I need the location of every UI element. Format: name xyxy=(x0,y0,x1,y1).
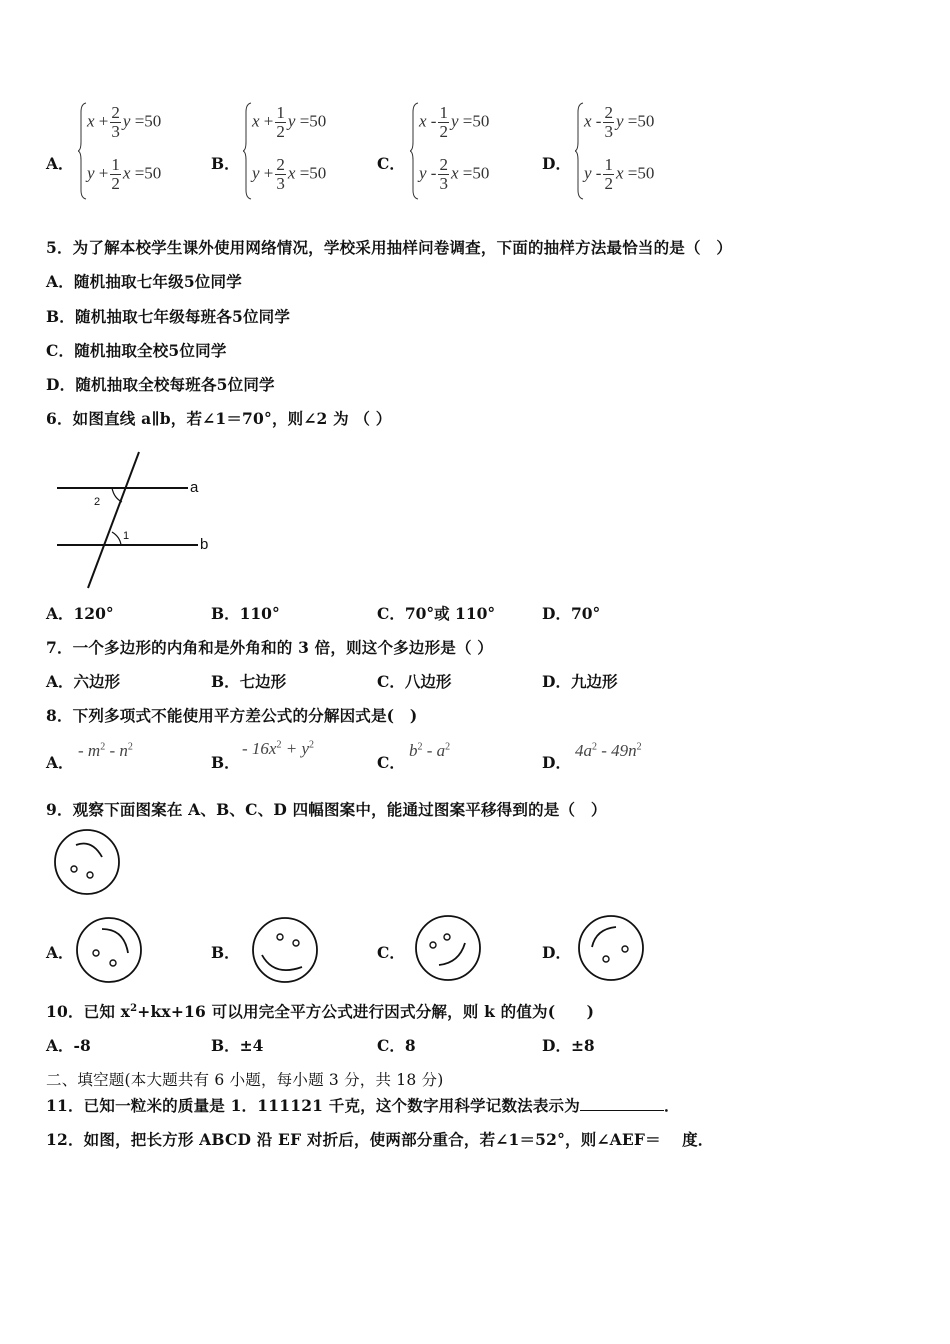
section-2-heading: 二、填空题(本大题共有 6 小题，每小题 3 分，共 18 分) xyxy=(46,1071,444,1089)
line-a-label: a xyxy=(190,479,199,496)
q4-option-c-system xyxy=(410,102,530,202)
q4-option-a-system xyxy=(78,102,198,202)
q4-d-eq2: y - $\frac{1}{2}$ x =50 xyxy=(584,155,655,193)
q8-option-c-expr: $b^2 - a^2$ xyxy=(409,741,451,760)
q9-option-b-face-icon xyxy=(250,915,320,985)
q9-option-d-face-icon xyxy=(576,913,646,983)
q7-option-b: B．七边形 xyxy=(211,672,287,691)
q8-option-b-expr: - $16x^2 + y^2$ xyxy=(242,739,314,758)
q10-option-d: D．±8 xyxy=(542,1036,595,1055)
q5-option-c: C．随机抽取全校5位同学 xyxy=(46,341,227,360)
q4-option-b-system xyxy=(243,102,363,202)
q9-stem: 9．观察下面图案在 A、B、C、D 四幅图案中，能通过图案平移得到的是（ ） xyxy=(46,800,607,819)
q5-option-d: D．随机抽取全校每班各5位同学 xyxy=(46,375,275,394)
q7-option-a: A．六边形 xyxy=(46,672,121,691)
q8-stem: 8．下列多项式不能使用平方差公式的分解因式是( ) xyxy=(46,706,418,725)
q4-b-eq2: y + $\frac{2}{3}$ x =50 xyxy=(252,155,327,193)
q9-original-face-icon xyxy=(52,827,122,897)
q6-option-b: B．110° xyxy=(211,604,280,623)
angle-1-label: 1 xyxy=(123,530,130,542)
q4-a-eq1: x + $\frac{2}{3}$ y =50 xyxy=(87,103,162,141)
angle-1-arc xyxy=(112,532,121,545)
angle-2-label: 2 xyxy=(94,496,101,508)
q6-option-a: A．120° xyxy=(46,604,114,623)
q8-option-d-label: D． xyxy=(542,753,571,772)
q5-stem: 5．为了解本校学生课外使用网络情况，学校采用抽样问卷调查，下面的抽样方法最恰当的是（ ） xyxy=(46,238,733,257)
q11-answer-blank[interactable] xyxy=(580,1096,664,1111)
q7-option-c: C．八边形 xyxy=(377,672,452,691)
q12-stem: 12．如图，把长方形 ABCD 沿 EF 对折后，使两部分重合，若∠1＝52°，则∠AEF＝ 度． xyxy=(46,1130,714,1149)
q4-a-eq2: y + $\frac{1}{2}$ x =50 xyxy=(87,155,162,193)
line-b-label: b xyxy=(200,536,209,553)
q9-option-b-label: B． xyxy=(211,943,240,962)
q4-option-d-label: D． xyxy=(542,154,571,173)
q10-option-a: A．-8 xyxy=(46,1036,91,1055)
q9-option-c-face-icon xyxy=(413,913,483,983)
q10-option-b: B．±4 xyxy=(211,1036,264,1055)
q4-option-d-system xyxy=(575,102,695,202)
q5-option-b: B．随机抽取七年级每班各5位同学 xyxy=(46,307,291,326)
q9-option-a-face-icon xyxy=(74,915,144,985)
q7-stem: 7．一个多边形的内角和是外角和的 3 倍，则这个多边形是（ ） xyxy=(46,638,493,657)
q8-option-d-expr: $4a^2 - 49n^2$ xyxy=(575,741,642,760)
q10-option-c: C．8 xyxy=(377,1036,416,1055)
transversal-line xyxy=(88,452,139,588)
q9-option-c-label: C． xyxy=(377,943,405,962)
q4-option-c-label: C． xyxy=(377,154,405,173)
q7-option-d: D．九边形 xyxy=(542,672,618,691)
q4-option-b-label: B． xyxy=(211,154,240,173)
q4-b-eq1: x + $\frac{1}{2}$ y =50 xyxy=(252,103,327,141)
q5-option-a: A．随机抽取七年级5位同学 xyxy=(46,272,242,291)
q6-option-d: D．70° xyxy=(542,604,601,623)
q9-option-a-label: A． xyxy=(46,943,74,962)
q6-stem: 6．如图直线 a∥b，若∠1＝70°，则∠2 为 （ ） xyxy=(46,409,392,428)
q4-d-eq1: x - $\frac{2}{3}$ y =50 xyxy=(584,103,655,141)
q8-option-b-label: B． xyxy=(211,753,240,772)
q4-option-a-label: A． xyxy=(46,154,74,173)
q10-stem: 10．已知 $x^2+kx+16$ 可以用完全平方公式进行因式分解，则 k 的值为( ) xyxy=(46,1002,595,1021)
q4-c-eq1: x - $\frac{1}{2}$ y =50 xyxy=(419,103,490,141)
q6-parallel-lines-figure xyxy=(50,446,220,592)
q6-option-c: C．70°或 110° xyxy=(377,604,496,623)
q11-stem: 11．已知一粒米的质量是 1．111121 千克，这个数字用科学记数法表示为 ． xyxy=(46,1096,680,1115)
q9-option-d-label: D． xyxy=(542,943,571,962)
q8-option-c-label: C． xyxy=(377,753,405,772)
q8-option-a-expr: - $m^2 - n^2$ xyxy=(78,741,133,760)
q8-option-a-label: A． xyxy=(46,753,74,772)
q4-c-eq2: y - $\frac{2}{3}$ x =50 xyxy=(419,155,490,193)
